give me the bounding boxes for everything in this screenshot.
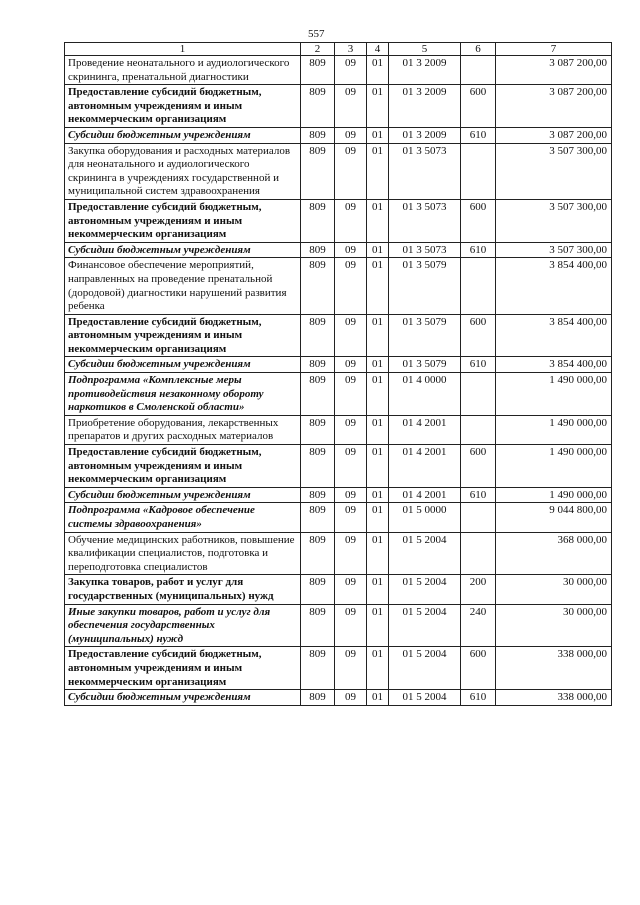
subsection-code-cell: 01 xyxy=(367,56,389,85)
expense-name-cell: Обучение медицинских работников, повышение квалификации специалистов, подготовка и переподготовка специалистов xyxy=(65,532,301,575)
subsection-code-cell: 01 xyxy=(367,127,389,143)
expense-name-cell: Предоставление субсидий бюджетным, автономным учреждениям и иным некоммерческим организациям xyxy=(65,445,301,488)
subsection-code-cell: 01 xyxy=(367,503,389,532)
target-article-cell: 01 4 2001 xyxy=(389,415,461,444)
expense-type-cell xyxy=(461,258,496,314)
department-code-cell: 809 xyxy=(301,415,335,444)
section-code-cell: 09 xyxy=(335,85,367,128)
expense-name-cell: Подпрограмма «Кадровое обеспечение системы здравоохранения» xyxy=(65,503,301,532)
amount-cell: 30 000,00 xyxy=(496,575,612,604)
expense-type-cell xyxy=(461,532,496,575)
target-article-cell: 01 4 0000 xyxy=(389,373,461,416)
table-row xyxy=(65,199,612,242)
subsection-code-cell: 01 xyxy=(367,373,389,416)
department-code-cell: 809 xyxy=(301,373,335,416)
expense-type-cell xyxy=(461,56,496,85)
expense-name-cell: Приобретение оборудования, лекарственных препаратов и других расходных материалов xyxy=(65,415,301,444)
expense-name-cell: Закупка оборудования и расходных материалов для неонатального и аудиологического скрининга в учреждениях государственной и муниципальной систем здравоохранения xyxy=(65,143,301,199)
subsection-code-cell: 01 xyxy=(367,258,389,314)
table-row xyxy=(65,487,612,503)
section-code-cell: 09 xyxy=(335,258,367,314)
expense-type-cell xyxy=(461,143,496,199)
section-code-cell: 09 xyxy=(335,127,367,143)
department-code-cell: 809 xyxy=(301,357,335,373)
amount-cell: 3 854 400,00 xyxy=(496,314,612,357)
table-row xyxy=(65,357,612,373)
subsection-code-cell: 01 xyxy=(367,690,389,706)
target-article-cell: 01 5 2004 xyxy=(389,690,461,706)
subsection-code-cell: 01 xyxy=(367,357,389,373)
target-article-cell: 01 3 5079 xyxy=(389,258,461,314)
target-article-cell: 01 3 5079 xyxy=(389,357,461,373)
table-row xyxy=(65,127,612,143)
expense-type-cell xyxy=(461,373,496,416)
department-code-cell: 809 xyxy=(301,604,335,647)
expense-type-cell: 600 xyxy=(461,85,496,128)
amount-cell: 1 490 000,00 xyxy=(496,415,612,444)
table-row xyxy=(65,56,612,85)
expense-name-cell: Субсидии бюджетным учреждениям xyxy=(65,690,301,706)
department-code-cell: 809 xyxy=(301,647,335,690)
table-row xyxy=(65,445,612,488)
table-row xyxy=(65,575,612,604)
table-row xyxy=(65,532,612,575)
amount-cell: 1 490 000,00 xyxy=(496,373,612,416)
expense-type-cell: 610 xyxy=(461,487,496,503)
column-header: 3 xyxy=(335,43,367,56)
section-code-cell: 09 xyxy=(335,314,367,357)
section-code-cell: 09 xyxy=(335,357,367,373)
column-header: 1 xyxy=(65,43,301,56)
subsection-code-cell: 01 xyxy=(367,314,389,357)
column-header: 7 xyxy=(496,43,612,56)
amount-cell: 9 044 800,00 xyxy=(496,503,612,532)
target-article-cell: 01 3 5079 xyxy=(389,314,461,357)
expense-type-cell: 600 xyxy=(461,199,496,242)
table-row xyxy=(65,503,612,532)
expense-name-cell: Предоставление субсидий бюджетным, автономным учреждениям и иным некоммерческим организациям xyxy=(65,199,301,242)
table-row xyxy=(65,373,612,416)
department-code-cell: 809 xyxy=(301,258,335,314)
amount-cell: 3 507 300,00 xyxy=(496,143,612,199)
expense-name-cell: Субсидии бюджетным учреждениям xyxy=(65,127,301,143)
table-row xyxy=(65,242,612,258)
target-article-cell: 01 4 2001 xyxy=(389,445,461,488)
expense-type-cell: 200 xyxy=(461,575,496,604)
amount-cell: 3 087 200,00 xyxy=(496,85,612,128)
department-code-cell: 809 xyxy=(301,690,335,706)
department-code-cell: 809 xyxy=(301,575,335,604)
expense-name-cell: Предоставление субсидий бюджетным, автономным учреждениям и иным некоммерческим организациям xyxy=(65,314,301,357)
expense-type-cell: 610 xyxy=(461,357,496,373)
amount-cell: 3 854 400,00 xyxy=(496,357,612,373)
section-code-cell: 09 xyxy=(335,143,367,199)
target-article-cell: 01 3 2009 xyxy=(389,127,461,143)
expense-name-cell: Иные закупки товаров, работ и услуг для обеспечения государственных (муниципальных) нужд xyxy=(65,604,301,647)
table-row xyxy=(65,258,612,314)
subsection-code-cell: 01 xyxy=(367,575,389,604)
target-article-cell: 01 5 0000 xyxy=(389,503,461,532)
amount-cell: 1 490 000,00 xyxy=(496,487,612,503)
department-code-cell: 809 xyxy=(301,532,335,575)
table-row xyxy=(65,143,612,199)
expense-type-cell: 610 xyxy=(461,127,496,143)
amount-cell: 3 507 300,00 xyxy=(496,199,612,242)
expense-type-cell xyxy=(461,503,496,532)
table-row xyxy=(65,647,612,690)
column-header: 6 xyxy=(461,43,496,56)
target-article-cell: 01 5 2004 xyxy=(389,647,461,690)
department-code-cell: 809 xyxy=(301,314,335,357)
column-header: 5 xyxy=(389,43,461,56)
target-article-cell: 01 3 2009 xyxy=(389,85,461,128)
expense-type-cell: 600 xyxy=(461,445,496,488)
department-code-cell: 809 xyxy=(301,487,335,503)
expense-name-cell: Субсидии бюджетным учреждениям xyxy=(65,357,301,373)
section-code-cell: 09 xyxy=(335,199,367,242)
subsection-code-cell: 01 xyxy=(367,199,389,242)
department-code-cell: 809 xyxy=(301,242,335,258)
subsection-code-cell: 01 xyxy=(367,604,389,647)
target-article-cell: 01 5 2004 xyxy=(389,604,461,647)
table-row xyxy=(65,314,612,357)
table-row xyxy=(65,604,612,647)
column-header: 4 xyxy=(367,43,389,56)
amount-cell: 368 000,00 xyxy=(496,532,612,575)
table-row xyxy=(65,690,612,706)
amount-cell: 3 854 400,00 xyxy=(496,258,612,314)
amount-cell: 338 000,00 xyxy=(496,690,612,706)
subsection-code-cell: 01 xyxy=(367,143,389,199)
expense-type-cell: 610 xyxy=(461,242,496,258)
section-code-cell: 09 xyxy=(335,690,367,706)
subsection-code-cell: 01 xyxy=(367,647,389,690)
subsection-code-cell: 01 xyxy=(367,242,389,258)
expense-name-cell: Предоставление субсидий бюджетным, автономным учреждениям и иным некоммерческим организациям xyxy=(65,647,301,690)
expense-name-cell: Субсидии бюджетным учреждениям xyxy=(65,242,301,258)
expense-type-cell: 600 xyxy=(461,647,496,690)
target-article-cell: 01 5 2004 xyxy=(389,575,461,604)
section-code-cell: 09 xyxy=(335,532,367,575)
amount-cell: 3 087 200,00 xyxy=(496,127,612,143)
department-code-cell: 809 xyxy=(301,143,335,199)
section-code-cell: 09 xyxy=(335,445,367,488)
amount-cell: 3 087 200,00 xyxy=(496,56,612,85)
expense-name-cell: Закупка товаров, работ и услуг для государственных (муниципальных) нужд xyxy=(65,575,301,604)
target-article-cell: 01 3 2009 xyxy=(389,56,461,85)
subsection-code-cell: 01 xyxy=(367,532,389,575)
amount-cell: 338 000,00 xyxy=(496,647,612,690)
department-code-cell: 809 xyxy=(301,127,335,143)
expense-name-cell: Субсидии бюджетным учреждениям xyxy=(65,487,301,503)
section-code-cell: 09 xyxy=(335,575,367,604)
section-code-cell: 09 xyxy=(335,242,367,258)
target-article-cell: 01 3 5073 xyxy=(389,242,461,258)
budget-table xyxy=(64,42,612,706)
department-code-cell: 809 xyxy=(301,85,335,128)
table-row xyxy=(65,415,612,444)
section-code-cell: 09 xyxy=(335,604,367,647)
amount-cell: 30 000,00 xyxy=(496,604,612,647)
subsection-code-cell: 01 xyxy=(367,85,389,128)
section-code-cell: 09 xyxy=(335,647,367,690)
table-header-row xyxy=(65,43,612,56)
expense-type-cell: 240 xyxy=(461,604,496,647)
amount-cell: 1 490 000,00 xyxy=(496,445,612,488)
section-code-cell: 09 xyxy=(335,56,367,85)
expense-name-cell: Подпрограмма «Комплексные меры противодействия незаконному обороту наркотиков в Смоленской области» xyxy=(65,373,301,416)
subsection-code-cell: 01 xyxy=(367,445,389,488)
subsection-code-cell: 01 xyxy=(367,487,389,503)
section-code-cell: 09 xyxy=(335,487,367,503)
section-code-cell: 09 xyxy=(335,415,367,444)
amount-cell: 3 507 300,00 xyxy=(496,242,612,258)
subsection-code-cell: 01 xyxy=(367,415,389,444)
page-number: 557 xyxy=(308,28,325,40)
target-article-cell: 01 4 2001 xyxy=(389,487,461,503)
section-code-cell: 09 xyxy=(335,373,367,416)
column-header: 2 xyxy=(301,43,335,56)
target-article-cell: 01 3 5073 xyxy=(389,199,461,242)
target-article-cell: 01 3 5073 xyxy=(389,143,461,199)
expense-name-cell: Проведение неонатального и аудиологического скрининга, пренатальной диагностики xyxy=(65,56,301,85)
table-row xyxy=(65,85,612,128)
expense-type-cell: 610 xyxy=(461,690,496,706)
department-code-cell: 809 xyxy=(301,199,335,242)
expense-name-cell: Финансовое обеспечение мероприятий, направленных на проведение пренатальной (дородовой) диагностики нарушений развития ребенка xyxy=(65,258,301,314)
department-code-cell: 809 xyxy=(301,445,335,488)
expense-type-cell: 600 xyxy=(461,314,496,357)
expense-name-cell: Предоставление субсидий бюджетным, автономным учреждениям и иным некоммерческим организациям xyxy=(65,85,301,128)
section-code-cell: 09 xyxy=(335,503,367,532)
target-article-cell: 01 5 2004 xyxy=(389,532,461,575)
department-code-cell: 809 xyxy=(301,503,335,532)
department-code-cell: 809 xyxy=(301,56,335,85)
expense-type-cell xyxy=(461,415,496,444)
